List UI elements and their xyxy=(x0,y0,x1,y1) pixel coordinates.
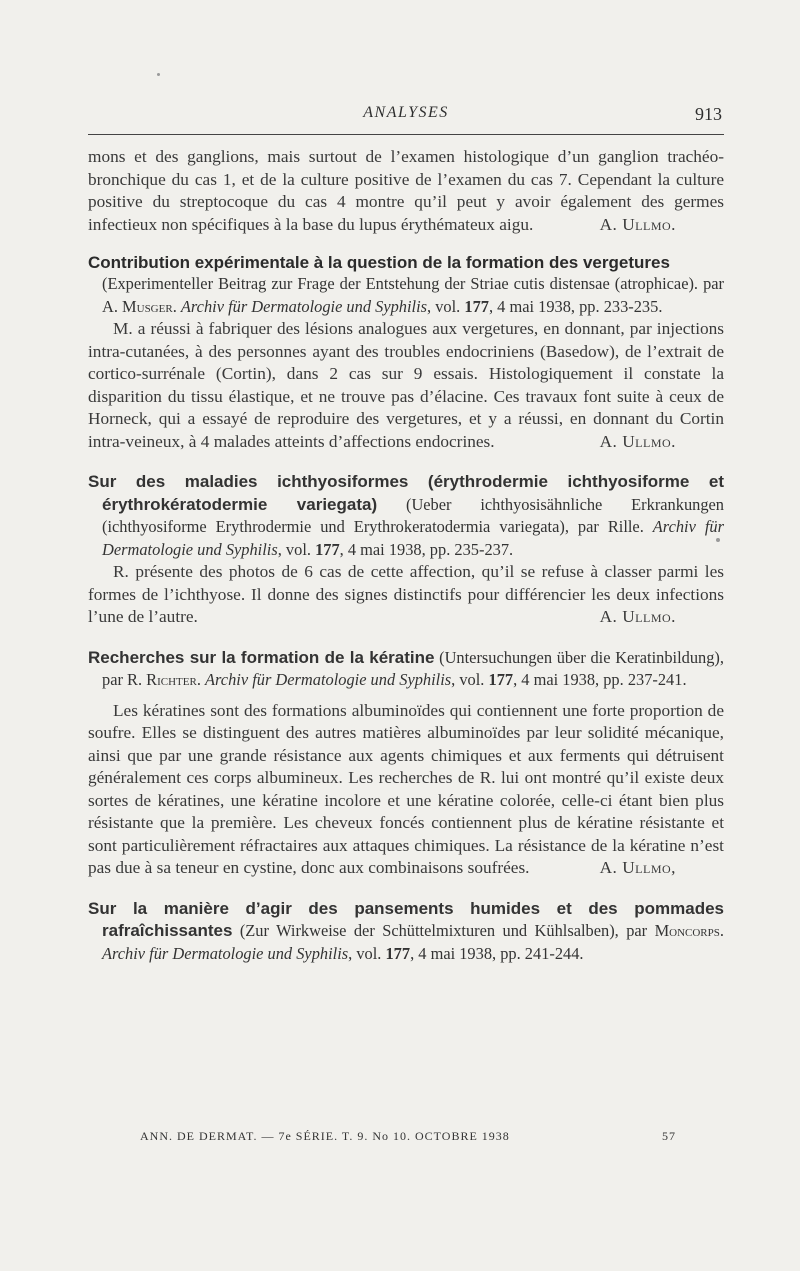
bibliographic-reference: (Experimenteller Beitrag zur Frage der Entstehung der Striae cutis distensae (atrophicae). par A. Musger. Archiv für Dermatologie und Syphilis, vol. 177, 4 mai 1938, pp. 233-235. xyxy=(102,274,724,316)
abstract-entry xyxy=(88,253,724,453)
abstract-body xyxy=(88,700,724,880)
signature: A. Ullmo. xyxy=(599,214,676,234)
citation-details: , 4 mai 1938, pp. 241-244. xyxy=(410,943,584,963)
journal-name: Archiv für Dermatologie und Syphilis xyxy=(102,517,724,559)
volume-number: 177 xyxy=(315,539,340,559)
volume-number: 177 xyxy=(385,943,411,963)
author-name: Richter xyxy=(146,670,197,689)
abstract-title: Recherches sur la formation de la kératine xyxy=(88,647,435,667)
abstract-text: R. présente des photos de 6 cas de cette affection, qu’il se refuse à classer parmi les formes de l’ichthyose. Il donne des signes distinctifs pour différencier les deux infections l’une de l’autre. xyxy=(88,562,724,626)
abstract-entry xyxy=(88,471,724,629)
abstract-heading: Sur des maladies ichthyosiformes (érythrodermie ichthyosiforme et érythrokératodermie variegata) (Ueber ichthyosisähnliche Erkrankungen (ichthyosiforme Erythrodermie und Erythrokeratodermia variegata), par Rille. Archiv für Dermatologie und Syphilis, vol. 177, 4 mai 1938, pp. 235-237. xyxy=(88,472,724,559)
running-title: ANALYSES xyxy=(363,104,449,121)
abstract-body xyxy=(88,561,724,629)
abstract-entry xyxy=(88,647,724,880)
journal-name: Archiv für Dermatologie und Syphilis xyxy=(205,670,452,689)
sheet-number: 57 xyxy=(662,1129,676,1143)
volume-label: , vol. xyxy=(451,670,489,689)
reference-text: (Untersuchungen über die Keratinbildung), par R. xyxy=(102,647,724,689)
abstract-heading: Sur la manière d’agir des pansements humides et des pommades rafraîchissantes (Zur Wirkweise der Schüttelmixturen und Kühlsalben), par Moncorps. Archiv für Dermatologie und Syphilis, vol. 177, 4 mai 1938, pp. 241-244. xyxy=(88,898,724,963)
reference-text: (Ueber ichthyosisähnliche Erkrankungen (ichthyosiforme Erythrodermie und Erythrokeratodermia variegata), par xyxy=(102,494,724,536)
signature: A. Ullmo. xyxy=(599,431,676,451)
volume-number: 177 xyxy=(488,670,514,689)
ink-speck xyxy=(157,73,160,76)
abstract-text: Les kératines sont des formations albuminoïdes qui contiennent une forte proportion de soufre. Elles se distinguent des autres matières albuminoïdes par leur solidité mécanique, ainsi que par une grande résistance aux agents chimiques et aux ferments qui détruisent généralement ces corps albumineux. Les recherches de R. lui ont montré qu’il existe deux sortes de kératines, une kératine incolore et une kératine colorée, celle-ci étant bien plus résistante que la première. Les cheveux foncés contiennent plus de kératine résistante et sont particulièrement réfractaires aux attaques chimiques. La résistance de la kératine n’est pas due à sa teneur en cystine, donc aux combinaisons soufrées. xyxy=(88,700,724,877)
abstract-body xyxy=(88,318,724,453)
author-name: Musger xyxy=(122,296,173,316)
abstract-text: M. a réussi à fabriquer des lésions analogues aux vergetures, en donnant, par injections intra-cutanées, à des personnes ayant des troubles endocriniens (Basedow), de l’extrait de cortico-surrénale (Cortin), dans 2 cas sur 9 essais. Histologiquement il constate la disparition du tissu élastique, et ne trouve pas d’élacine. Ces travaux font suite à ceux de Horneck, qui a essayé de reproduire des vergetures, et y a réussi, en donnant du Cortin intra-veineux, à 4 malades atteints d’affections endocrines. xyxy=(88,319,724,451)
citation-details: , 4 mai 1938, pp. 235-237. xyxy=(339,539,514,559)
volume-label: , vol. xyxy=(427,296,465,316)
abstract-title: Sur la manière d’agir des pansements humides et des pommades rafraîchissantes xyxy=(88,898,724,940)
volume-label: , vol. xyxy=(277,539,316,559)
signature: A. Ullmo. xyxy=(599,607,676,626)
abstract-entry xyxy=(88,898,724,966)
header-rule xyxy=(88,134,724,135)
reference-text: (Zur Wirkweise der Schüttelmixturen und Kühlsalben), par xyxy=(232,921,655,940)
journal-name: Archiv für Dermatologie und Syphilis xyxy=(180,296,428,316)
intro-text: mons et des ganglions, mais surtout de l’examen histologique d’un ganglion trachéo-bronchique du cas 1, et de la culture positive de l’examen du cas 7. Cependant la culture positive du streptocoque du cas 4 montre qu’il peut y avoir également des germes infectieux non spécifiques à la base du lupus érythémateux aigu. xyxy=(88,147,724,234)
volume-label: , vol. xyxy=(348,943,386,963)
page-body xyxy=(88,146,724,965)
citation-details: , 4 mai 1938, pp. 233-235. xyxy=(488,296,663,316)
page-header xyxy=(88,104,724,128)
author-name: Moncorps xyxy=(654,921,720,940)
volume-number: 177 xyxy=(464,296,489,316)
signature: A. Ullmo, xyxy=(599,858,676,877)
intro-paragraph xyxy=(88,146,724,236)
author-name: Rille xyxy=(607,517,640,536)
abstract-heading: Recherches sur la formation de la kératine (Untersuchungen über die Keratinbildung), par R. Richter. Archiv für Dermatologie und Syphilis, vol. 177, 4 mai 1938, pp. 237-241. xyxy=(88,647,724,689)
page-number: 913 xyxy=(695,104,722,124)
journal-name: Archiv für Dermatologie und Syphilis xyxy=(102,943,349,963)
abstract-title: Contribution expérimentale à la question de la formation des vergetures xyxy=(88,253,670,272)
reference-text: (Experimenteller Beitrag zur Frage der Entstehung der Striae cutis distensae (atrophicae). par A. xyxy=(102,274,724,316)
page-footer xyxy=(140,1129,676,1147)
journal-issue-line: ANN. DE DERMAT. — 7e SÉRIE. T. 9. No 10. OCTOBRE 1938 xyxy=(140,1129,510,1143)
abstract-title: Sur des maladies ichthyosiformes (érythrodermie ichthyosiforme et érythrokératodermie variegata) xyxy=(88,472,724,514)
citation-details: , 4 mai 1938, pp. 237-241. xyxy=(513,670,687,689)
